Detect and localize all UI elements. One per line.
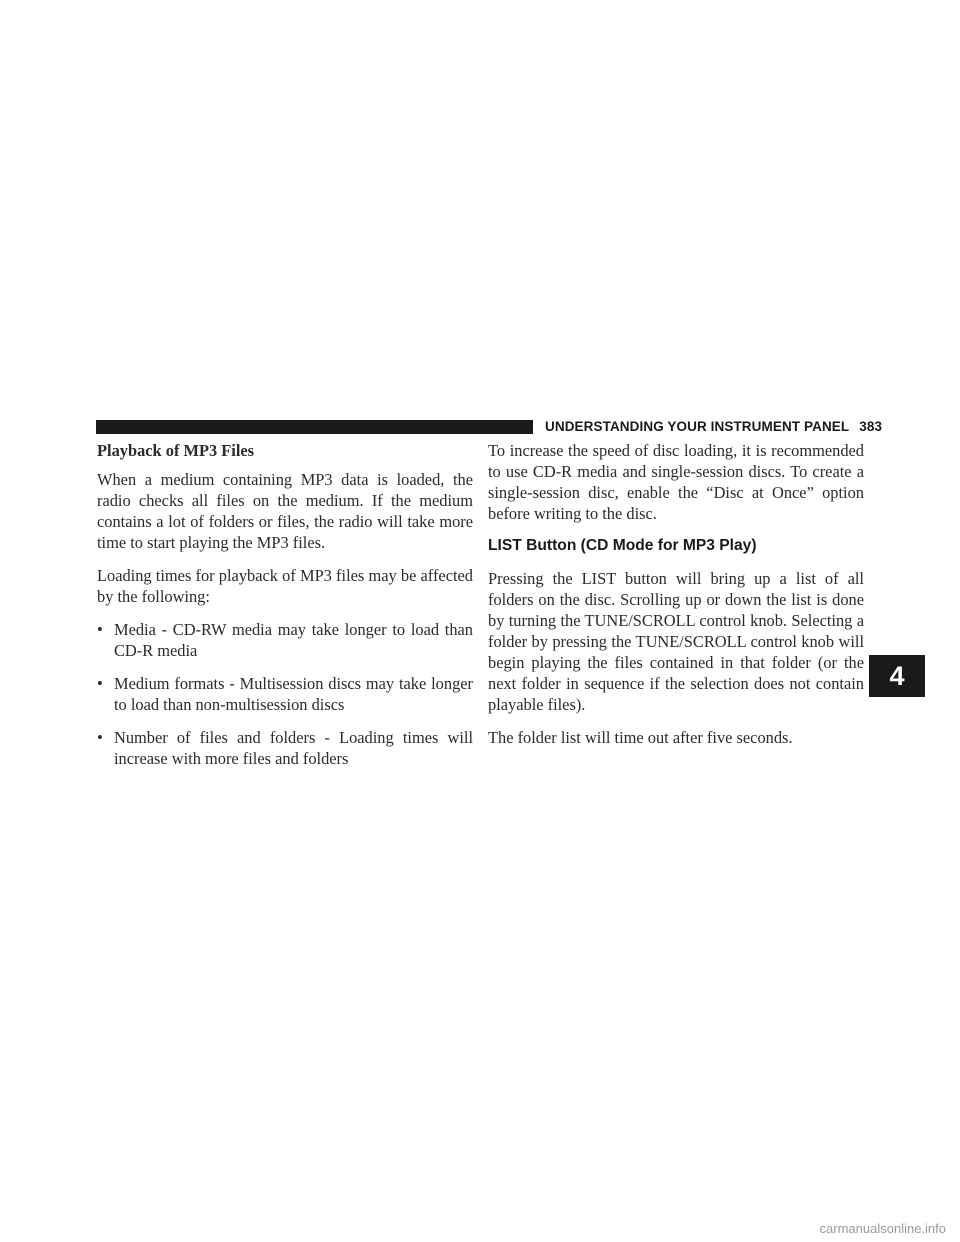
- header-rule: [96, 420, 533, 434]
- paragraph: Pressing the LIST button will bring up a list of all folders on the disc. Scrolling up or down the list is done by turning the TUNE/SCROLL control knob. Selecting a folder by pressing the TUNE/SCROLL control knob will begin playing the files contained in that folder (or the next folder in sequence if the selection does not contain playable files).: [488, 569, 864, 714]
- watermark: carmanualsonline.info: [819, 1221, 946, 1236]
- left-column: [97, 440, 473, 781]
- list-item: [97, 727, 473, 769]
- bullet-glyph: •: [97, 620, 103, 639]
- running-header: [545, 419, 882, 434]
- chapter-tab: 4: [869, 655, 925, 697]
- bullet-glyph: •: [97, 728, 103, 747]
- section-heading-list-button: LIST Button (CD Mode for MP3 Play): [488, 537, 757, 554]
- list-item-text: Media - CD-RW media may take longer to load than CD-R media: [114, 620, 473, 660]
- paragraph: The folder list will time out after five seconds.: [488, 728, 793, 747]
- list-item: [97, 619, 473, 661]
- bullet-glyph: •: [97, 674, 103, 693]
- bullet-list: [97, 619, 473, 769]
- list-item: [97, 673, 473, 715]
- page-number: 383: [859, 419, 883, 434]
- paragraph: When a medium containing MP3 data is loaded, the radio checks all files on the medium. If the medium contains a lot of folders or files, the radio will take more time to start playing the MP3 files.: [97, 470, 473, 552]
- section-heading-mp3-playback: Playback of MP3 Files: [97, 441, 255, 460]
- list-item-text: Medium formats - Multisession discs may take longer to load than non-multisession discs: [114, 674, 473, 714]
- list-item-text: Number of files and folders - Loading times will increase with more files and folders: [114, 728, 473, 768]
- paragraph: Loading times for playback of MP3 files may be affected by the following:: [97, 566, 473, 606]
- section-title: UNDERSTANDING YOUR INSTRUMENT PANEL: [545, 419, 850, 434]
- right-column: [488, 440, 864, 760]
- paragraph: To increase the speed of disc loading, it is recommended to use CD-R media and single-session discs. To create a single-session disc, enable the “Disc at Once” option before writing to the disc.: [488, 441, 864, 523]
